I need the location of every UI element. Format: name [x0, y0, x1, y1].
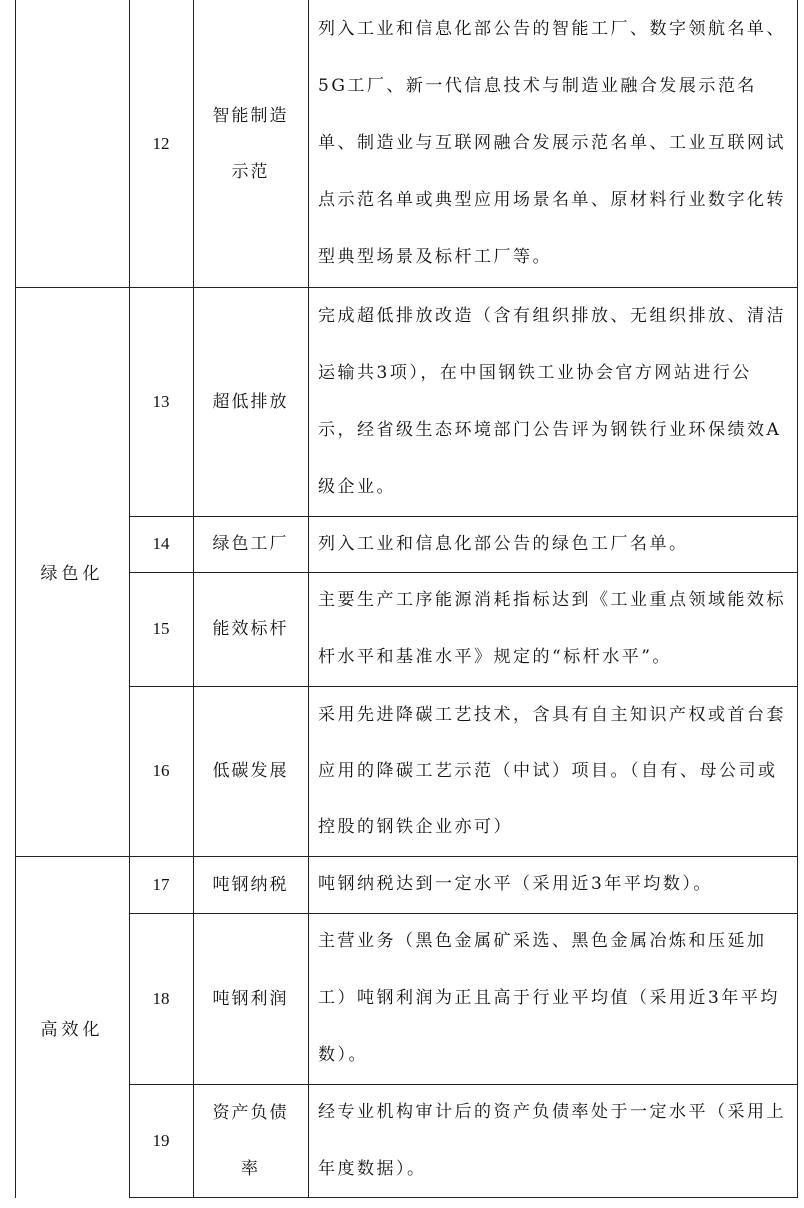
criteria-text: 主要生产工序能源消耗指标达到《工业重点领域能效标杆水平和基准水平》规定的“标杆水平”。 [318, 590, 786, 667]
row-number: 15 [152, 619, 170, 638]
category-cell [15, 287, 129, 856]
category-label: 高效化 [40, 1019, 104, 1040]
indicator-name: 吨钢利润 [212, 988, 289, 1009]
category-label: 绿色化 [40, 564, 104, 584]
category-cell [15, 856, 129, 1198]
indicator-name: 低碳发展 [212, 761, 289, 781]
criteria-text: 列入工业和信息化部公告的绿色工厂名单。 [318, 534, 689, 554]
criteria-text: 列入工业和信息化部公告的智能工厂、数字领航名单、5G工厂、新一代信息技术与制造业融合发展示范名单、制造业与互联网融合发展示范名单、工业互联网试点示范名单或典型应用场景名单、原材料行业数字化转型典型场景及标杆工厂等。 [318, 19, 786, 267]
row-number: 17 [152, 874, 170, 894]
row-number: 14 [152, 534, 170, 553]
indicator-name: 智能制造示范 [212, 105, 289, 182]
indicator-name: 绿色工厂 [212, 534, 289, 554]
criteria-text: 主营业务（黑色金属矿采选、黑色金属冶炼和压延加工）吨钢利润为正且高于行业平均值（采用近3年平均数）。 [318, 931, 780, 1065]
criteria-text: 吨钢纳税达到一定水平（采用近3年平均数）。 [318, 874, 713, 894]
indicator-name: 吨钢纳税 [212, 874, 289, 895]
row-number: 19 [152, 1131, 170, 1150]
criteria-text: 完成超低排放改造（含有组织排放、无组织排放、清洁运输共3项），在中国钢铁工业协会官方网站进行公示，经省级生态环境部门公告评为钢铁行业环保绩效A级企业。 [318, 305, 786, 497]
indicator-name: 能效标杆 [212, 619, 289, 639]
row-number: 12 [152, 133, 170, 153]
row-number: 16 [152, 761, 170, 780]
indicator-name: 资产负债率 [212, 1103, 289, 1179]
row-number: 18 [152, 988, 170, 1008]
row-number: 13 [152, 391, 170, 411]
criteria-text: 采用先进降碳工艺技术，含具有自主知识产权或首台套应用的降碳工艺示范（中试）项目。（自有、母公司或控股的钢铁企业亦可） [318, 705, 786, 837]
indicator-name: 超低排放 [212, 391, 289, 412]
criteria-text: 经专业机构审计后的资产负债率处于一定水平（采用上年度数据）。 [318, 1102, 786, 1179]
